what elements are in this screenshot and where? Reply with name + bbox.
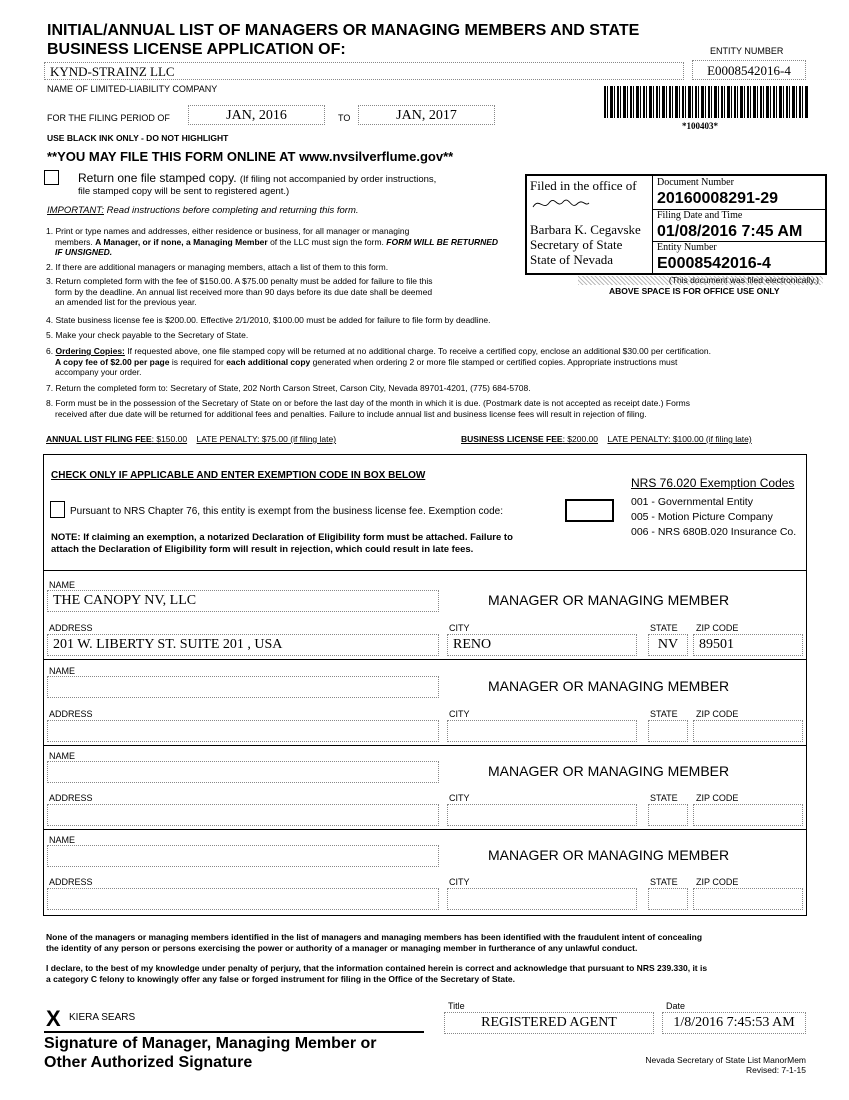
declaration-line4: a category C felony to knowingly offer any false or forged instrument for filing in the Office of the Secretary of State. bbox=[46, 974, 515, 984]
manager-2-city-label: CITY bbox=[449, 709, 470, 719]
exemption-note-line2: attach the Declaration of Eligibility form will result in rejection, which could result in late fees. bbox=[51, 544, 474, 555]
office-stamp-box bbox=[525, 174, 827, 275]
stamped-copy-checkbox[interactable] bbox=[44, 170, 59, 185]
instruction-5 bbox=[46, 330, 816, 341]
manager-2-role: MANAGER OR MANAGING MEMBER bbox=[488, 678, 730, 694]
stamped-copy-text bbox=[78, 171, 436, 187]
office-signer-block bbox=[530, 222, 641, 267]
manager-2-state-field[interactable] bbox=[648, 720, 688, 742]
manager-4-role: MANAGER OR MANAGING MEMBER bbox=[488, 847, 730, 863]
instruction-1-bold: A Manager, or if none, a Managing Member bbox=[95, 236, 268, 247]
manager-4-address-field[interactable] bbox=[47, 888, 439, 910]
manager-3-address-field[interactable] bbox=[47, 804, 439, 826]
manager-1-city-label: CITY bbox=[449, 623, 470, 633]
instruction-6-line3: accompany your order. bbox=[55, 367, 142, 377]
manager-3-state-label: STATE bbox=[650, 793, 678, 803]
stamped-copy-note1: (If filing not accompanied by order instructions, bbox=[239, 174, 437, 185]
manager-2-separator bbox=[44, 745, 806, 746]
instruction-8 bbox=[46, 398, 826, 419]
filed-in-label: Filed in the office of bbox=[530, 178, 637, 193]
entity-number-field[interactable]: E0008542016-4 bbox=[692, 60, 806, 80]
instruction-6-bold3: each additional copy bbox=[226, 356, 311, 367]
instruction-5-text: Make your check payable to the Secretary of State. bbox=[55, 330, 249, 340]
instruction-4-num: 4. bbox=[46, 315, 54, 325]
office-state: State of Nevada bbox=[530, 252, 614, 267]
license-fee-value: : $200.00 bbox=[562, 434, 599, 444]
instruction-1-italic: FORM WILL BE RETURNED IF UNSIGNED. bbox=[55, 236, 499, 257]
period-to-field[interactable]: JAN, 2017 bbox=[358, 105, 495, 125]
license-fee-penalty: LATE PENALTY: $100.00 (if filing late) bbox=[607, 434, 752, 444]
manager-4-city-field[interactable] bbox=[447, 888, 637, 910]
manager-2-address-label: ADDRESS bbox=[49, 709, 93, 719]
annual-fee-line bbox=[46, 434, 336, 444]
manager-2-state-label: STATE bbox=[650, 709, 678, 719]
office-entity-number-label: Entity Number bbox=[657, 242, 717, 253]
manager-3-name-field[interactable] bbox=[47, 761, 439, 783]
exemption-note-line1: NOTE: If claiming an exemption, a notarized Declaration of Eligibility form must be attached. Failure to bbox=[51, 532, 513, 543]
manager-2-zip-label: ZIP CODE bbox=[696, 709, 739, 719]
manager-3-zip-label: ZIP CODE bbox=[696, 793, 739, 803]
instruction-3-line3: an amended list for the previous year. bbox=[55, 297, 197, 307]
important-label: IMPORTANT: bbox=[47, 205, 104, 216]
license-fee-line bbox=[461, 434, 752, 444]
instruction-7-num: 7. bbox=[46, 383, 54, 393]
manager-1-role: MANAGER OR MANAGING MEMBER bbox=[488, 592, 730, 608]
exemption-code-005: 005 - Motion Picture Company bbox=[631, 511, 773, 523]
manager-2-zip-field[interactable] bbox=[693, 720, 803, 742]
instruction-2-num: 2. bbox=[46, 262, 54, 272]
exemption-code-input[interactable] bbox=[565, 499, 614, 522]
office-signer-title: Secretary of State bbox=[530, 237, 623, 252]
manager-2-address-field[interactable] bbox=[47, 720, 439, 742]
manager-3-name-label: NAME bbox=[49, 751, 76, 761]
manager-1-zip-field[interactable]: 89501 bbox=[693, 634, 803, 656]
date-label: Date bbox=[666, 1001, 686, 1011]
instruction-1-line2a: members. bbox=[55, 236, 96, 247]
instruction-6-mid2: is required for bbox=[169, 356, 227, 367]
office-signer-name: Barbara K. Cegavske bbox=[530, 222, 641, 237]
manager-4-zip-label: ZIP CODE bbox=[696, 877, 739, 887]
instruction-1-num: 1. bbox=[46, 226, 54, 236]
exemption-heading: CHECK ONLY IF APPLICABLE AND ENTER EXEMPTION CODE IN BOX BELOW bbox=[51, 470, 426, 481]
office-entity-number: E0008542016-4 bbox=[657, 255, 771, 272]
online-notice: **YOU MAY FILE THIS FORM ONLINE AT www.nvsilverflume.gov** bbox=[47, 149, 454, 164]
exemption-separator bbox=[44, 570, 806, 571]
manager-2-name-field[interactable] bbox=[47, 676, 439, 698]
instruction-2-text: If there are additional managers or managing members, attach a list of them to this form. bbox=[55, 262, 389, 272]
instruction-3-line2: form by the deadline. An annual list received more than 90 days before its due date shall be deemed bbox=[55, 286, 433, 297]
instruction-8-line1: Form must be in the possession of the Secretary of State on or before the last day of the month in which it is due. (Postmark date is not accepted as receipt date.) Forms bbox=[55, 398, 690, 408]
manager-1-zip-label: ZIP CODE bbox=[696, 623, 739, 633]
instruction-1-line1: Print or type names and addresses, either residence or business, for all manager or managing bbox=[55, 226, 410, 236]
manager-3-zip-field[interactable] bbox=[693, 804, 803, 826]
instruction-6-num: 6. bbox=[46, 346, 54, 356]
doc-number: 20160008291-29 bbox=[657, 190, 779, 207]
manager-1-address-label: ADDRESS bbox=[49, 623, 93, 633]
entity-number-label: ENTITY NUMBER bbox=[710, 46, 784, 56]
instruction-7 bbox=[46, 383, 816, 394]
manager-1-name-label: NAME bbox=[49, 580, 76, 590]
company-name-field[interactable]: KYND-STRAINZ LLC bbox=[44, 62, 684, 80]
signature-caption-line2: Other Authorized Signature bbox=[44, 1054, 253, 1071]
filing-date-label: Filing Date and Time bbox=[657, 210, 743, 221]
instruction-6-bold2: A copy fee of $2.00 per page bbox=[55, 356, 170, 367]
exemption-pursuant-text: Pursuant to NRS Chapter 76, this entity is exempt from the business license fee. Exemption code: bbox=[70, 506, 503, 517]
manager-1-city-field[interactable]: RENO bbox=[447, 634, 637, 656]
stamped-copy-title: Return one file stamped copy. bbox=[78, 171, 237, 185]
manager-4-city-label: CITY bbox=[449, 877, 470, 887]
instruction-4 bbox=[46, 315, 816, 326]
manager-3-city-label: CITY bbox=[449, 793, 470, 803]
exemption-codes-list bbox=[631, 495, 796, 540]
instruction-8-line2: received after due date will be returned for additional fees and penalties. Failure to include annual list and business license fees will result in rejection of filing. bbox=[55, 408, 647, 419]
license-fee-label: BUSINESS LICENSE FEE bbox=[461, 434, 563, 444]
signature-caption-line1: Signature of Manager, Managing Member or bbox=[44, 1035, 377, 1052]
manager-1-separator bbox=[44, 659, 806, 660]
footer-line2: Revised: 7-1-15 bbox=[745, 1065, 806, 1075]
office-box-divider bbox=[652, 176, 653, 273]
instruction-2 bbox=[46, 262, 816, 273]
company-name-label: NAME OF LIMITED-LIABILITY COMPANY bbox=[47, 84, 218, 94]
instruction-3 bbox=[46, 276, 516, 308]
exemption-checkbox[interactable] bbox=[50, 501, 65, 518]
manager-1-state-field[interactable]: NV bbox=[648, 634, 688, 656]
instruction-4-text: State business license fee is $200.00. Effective 2/1/2010, $100.00 must be added for failure to file form by deadline. bbox=[55, 315, 491, 325]
manager-4-zip-field[interactable] bbox=[693, 888, 803, 910]
annual-fee-penalty: LATE PENALTY: $75.00 (if filing late) bbox=[196, 434, 337, 444]
office-use-notice: ABOVE SPACE IS FOR OFFICE USE ONLY bbox=[609, 286, 780, 296]
form-title bbox=[47, 21, 639, 59]
manager-1-name-field[interactable]: THE CANOPY NV, LLC bbox=[47, 590, 439, 612]
signature-x-mark: X bbox=[46, 1006, 61, 1031]
declaration-perjury bbox=[46, 963, 816, 985]
signer-name[interactable]: KIERA SEARS bbox=[69, 1012, 136, 1023]
period-label: FOR THE FILING PERIOD OF bbox=[47, 113, 170, 123]
doc-number-label: Document Number bbox=[657, 177, 734, 188]
barcode-image bbox=[604, 86, 808, 118]
form-title-line2: BUSINESS LICENSE APPLICATION OF: bbox=[47, 41, 346, 58]
signature-scribble bbox=[531, 195, 591, 215]
exemption-codes-title: NRS 76.020 Exemption Codes bbox=[631, 476, 795, 490]
footer-line1: Nevada Secretary of State List ManorMem bbox=[645, 1055, 806, 1065]
form-title-line1: INITIAL/ANNUAL LIST OF MANAGERS OR MANAGING MEMBERS AND STATE bbox=[47, 22, 640, 39]
stamped-copy-note2: file stamped copy will be sent to registered agent.) bbox=[78, 186, 290, 197]
annual-fee-value: : $150.00 bbox=[151, 434, 188, 444]
instruction-1 bbox=[46, 226, 506, 258]
manager-1-address-field[interactable]: 201 W. LIBERTY ST. SUITE 201 , USA bbox=[47, 634, 439, 656]
manager-4-state-field[interactable] bbox=[648, 888, 688, 910]
instruction-1-line2b: of the LLC must sign the form. bbox=[267, 236, 387, 247]
important-notice bbox=[47, 205, 359, 216]
title-field[interactable]: REGISTERED AGENT bbox=[444, 1012, 654, 1034]
manager-3-role: MANAGER OR MANAGING MEMBER bbox=[488, 763, 730, 779]
instruction-6-head: Ordering Copies: bbox=[55, 346, 125, 356]
black-ink-notice: USE BLACK INK ONLY - DO NOT HIGHLIGHT bbox=[47, 133, 229, 143]
manager-3-city-field[interactable] bbox=[447, 804, 637, 826]
title-label: Title bbox=[448, 1001, 465, 1011]
declaration-line3: I declare, to the best of my knowledge under penalty of perjury, that the information contained herein is correct and acknowledge that pursuant to NRS 239.330, it is bbox=[46, 963, 708, 973]
manager-2-city-field[interactable] bbox=[447, 720, 637, 742]
manager-3-state-field[interactable] bbox=[648, 804, 688, 826]
annual-fee-label: ANNUAL LIST FILING FEE bbox=[46, 434, 152, 444]
barcode-text: *100403* bbox=[682, 121, 718, 131]
filing-date: 01/08/2016 7:45 AM bbox=[657, 223, 803, 240]
manager-4-address-label: ADDRESS bbox=[49, 877, 93, 887]
electronic-note: (This document was filed electronically.) bbox=[578, 276, 823, 285]
instruction-3-line1: Return completed form with the fee of $150.00. A $75.00 penalty must be added for failure to file this bbox=[55, 276, 433, 286]
exemption-note bbox=[51, 532, 513, 556]
manager-4-name-field[interactable] bbox=[47, 845, 439, 867]
manager-4-state-label: STATE bbox=[650, 877, 678, 887]
declaration-line2: the identity of any person or persons exercising the power or authority of a manager or managing member in furtherance of any unlawful conduct. bbox=[46, 943, 638, 953]
instruction-6 bbox=[46, 346, 821, 378]
instruction-5-num: 5. bbox=[46, 330, 54, 340]
instruction-3-num: 3. bbox=[46, 276, 54, 286]
important-text: Read instructions before completing and returning this form. bbox=[106, 205, 359, 216]
manager-4-name-label: NAME bbox=[49, 835, 76, 845]
signature-line bbox=[44, 1031, 424, 1033]
exemption-code-001: 001 - Governmental Entity bbox=[631, 496, 753, 508]
footer bbox=[604, 1055, 806, 1075]
exemption-code-006: 006 - NRS 680B.020 Insurance Co. bbox=[631, 526, 797, 538]
declaration-line1: None of the managers or managing members identified in the list of managers and managing members has been identified with the fraudulent intent of concealing bbox=[46, 932, 703, 942]
instruction-8-num: 8. bbox=[46, 398, 54, 408]
manager-3-address-label: ADDRESS bbox=[49, 793, 93, 803]
declaration-fraud bbox=[46, 932, 816, 954]
period-from-field[interactable]: JAN, 2016 bbox=[188, 105, 325, 125]
manager-3-separator bbox=[44, 829, 806, 830]
instruction-7-text: Return the completed form to: Secretary of State, 202 North Carson Street, Carson City, Nevada 89701-4201, (775) 684-5708. bbox=[55, 383, 531, 393]
period-to-label: TO bbox=[338, 113, 351, 123]
manager-2-name-label: NAME bbox=[49, 666, 76, 676]
manager-1-state-label: STATE bbox=[650, 623, 678, 633]
date-field[interactable]: 1/8/2016 7:45:53 AM bbox=[662, 1012, 806, 1034]
instruction-6-line2: generated when ordering 2 or more file stamped or certified copies. Appropriate instructions must bbox=[310, 356, 678, 367]
instruction-6-line1: If requested above, one file stamped copy will be returned at no additional charge. To receive a certified copy, enclose an additional $30.00 per certification. bbox=[124, 346, 711, 356]
signature-caption bbox=[44, 1034, 377, 1072]
